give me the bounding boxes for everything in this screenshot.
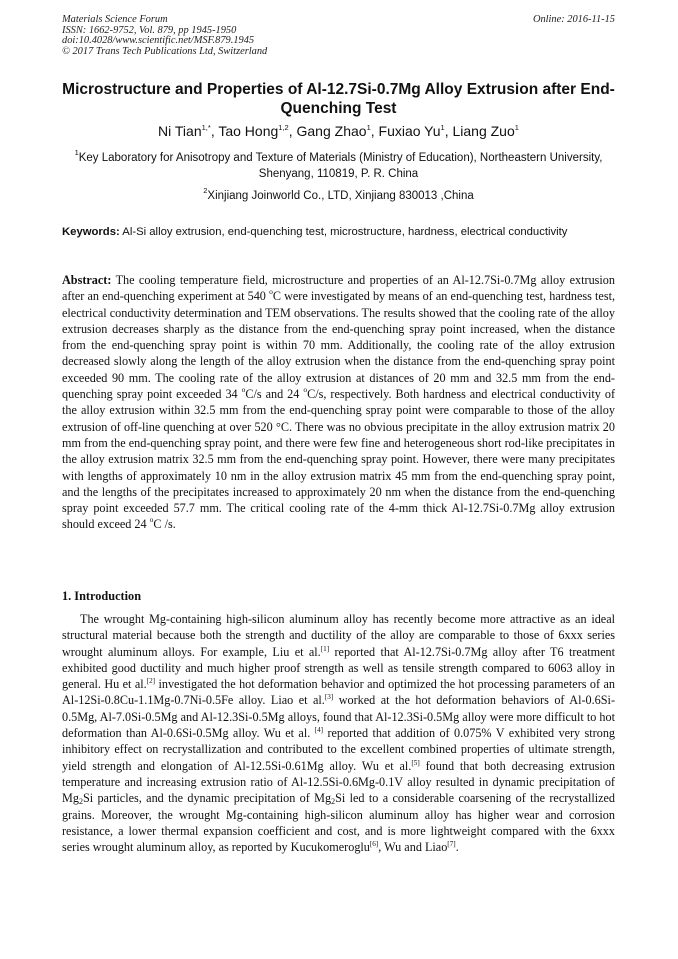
- keywords-block: [62, 224, 615, 240]
- affiliation-text: Xinjiang Joinworld Co., LTD, Xinjiang 830013 ,China: [207, 190, 474, 202]
- author-affiliation-mark: 1: [440, 123, 445, 132]
- degree-mark: o: [303, 385, 308, 395]
- issn-line: ISSN: 1662-9752, Vol. 879, pp 1945-1950: [62, 24, 237, 36]
- affiliation-1: [62, 150, 615, 182]
- citation-4[interactable]: [4]: [314, 726, 324, 735]
- journal-name: Materials Science Forum: [62, 14, 168, 25]
- citation-5[interactable]: [5]: [411, 758, 420, 767]
- author-name: Tao Hong: [218, 123, 279, 139]
- copyright-line: © 2017 Trans Tech Publications Ltd, Switzerland: [62, 45, 268, 57]
- online-date: Online: 2016-11-15: [532, 14, 615, 25]
- citation-2[interactable]: [2]: [146, 677, 156, 686]
- abstract-text: C/s, respectively. Both hardness and electrical conductivity of the alloy extrusion within 32.5 mm from the end-quenching spray point were comparable to those of the alloy extrusion of off-line quenching at over 520 °C. There was no obvious precipitate in the alloy extrusion matrix 20 mm from the end-quenching spray point, and there were few fine and heterogeneous short rod-like precipitates in the alloy extrusion matrix 32.5 mm from the end-quenching spray point. However, there were many precipitates with lengths of approximately 10 nm in the alloy extrusion matrix 45 mm from the end-quenching spray point, and the lengths of the precipitates increased to approximately 20 nm when the distance from the end-quenching spray point exceeded 57.7 mm. The critical cooling rate of the 4-mm thick Al-12.7Si-0.7Mg alloy extrusion should exceed 24: [62, 387, 616, 532]
- keywords-text: Al-Si alloy extrusion, end-quenching test, microstructure, hardness, electrical conductivity: [122, 226, 568, 238]
- author-list: [62, 122, 615, 140]
- intro-text: The wrought Mg-containing high-silicon aluminum alloy has recently become more attractive as an ideal structural material because both the strength and ductility of the alloy are comparable to those of 6xxx series wrought aluminum alloys. For example, Liu et al.: [62, 612, 615, 659]
- author-separator: ,: [288, 123, 297, 139]
- affiliation-text: Key Laboratory for Anisotropy and Texture of Materials (Ministry of Education), Northeastern University, Shenyang, 110819, P. R. China: [78, 152, 603, 180]
- citation-6[interactable]: [6]: [369, 840, 379, 849]
- doi-line[interactable]: doi:10.4028/www.scientific.net/MSF.879.1945: [62, 35, 255, 47]
- journal-header: [62, 15, 615, 57]
- author-separator: ,: [370, 123, 379, 139]
- degree-mark: o: [241, 385, 246, 395]
- intro-text: worked at the hot deformation behaviors of Al-0.6Si-0.5Mg, Al-7.0Si-0.5Mg and Al-12.3Si-0.5Mg alloys, found that Al-12.3Si-0.5Mg alloy were more difficult to hot deformation than Al-0.6Si-0.5Mg alloy. Wu et al.: [62, 693, 615, 741]
- abstract-text: C/s and 24: [245, 387, 300, 402]
- intro-text: Si led to a considerable coarsening of the recrystallized grains. Moreover, the wrought Mg-containing high-silicon aluminum alloy has higher wear and corrosion resistance, a lower thermal expansion coefficient and cost, and is more lightweight compared with the 6xxx series wrought aluminum alloy, as reported by Kucukomeroglu: [62, 791, 616, 855]
- intro-text: Si particles, and the dynamic precipitation of Mg: [82, 791, 332, 806]
- author-name: Liang Zuo: [452, 123, 515, 139]
- citation-3[interactable]: [3]: [324, 693, 334, 702]
- intro-text: , Wu and Liao: [378, 840, 448, 855]
- affiliation-mark: 1: [74, 148, 79, 157]
- citation-7[interactable]: [7]: [447, 840, 456, 849]
- subscript: 2: [331, 797, 336, 807]
- intro-text: reported that Al-12.7Si-0.7Mg alloy after T6 treatment exhibited good ductility and much higher proof strength as well as tensile strength compared to 6063 alloy in general. Hu et al.: [62, 644, 615, 692]
- introduction-paragraph: [62, 611, 615, 855]
- author-affiliation-mark: 1: [366, 123, 371, 132]
- affiliation-mark: 2: [203, 186, 208, 195]
- affiliation-2: [62, 188, 615, 204]
- degree-mark: o: [149, 515, 154, 525]
- section-heading-introduction: 1. Introduction: [62, 589, 142, 603]
- paper-title: Microstructure and Properties of Al-12.7Si-0.7Mg Alloy Extrusion after End-Quenching Test: [62, 81, 615, 117]
- author-separator: ,: [210, 123, 219, 139]
- abstract-label: Abstract:: [62, 273, 112, 287]
- intro-text: reported that addition of 0.075% V exhibited very strong inhibitory effect on recrystallization and contributed to the excellent combined properties of ultimate strength, yield strength and elongation of Al-12.5Si-0.61Mg alloy. Wu et al.: [62, 726, 616, 773]
- author-separator: ,: [444, 123, 453, 139]
- intro-text: .: [455, 840, 459, 855]
- author-affiliation-mark: 1,2: [278, 123, 289, 132]
- intro-text: investigated the hot deformation behavior and optimized the hot processing parameters of an Al-12Si-0.8Cu-1.1Mg-0.7Ni-0.5Fe alloy. Liao et al.: [62, 677, 615, 708]
- author-name: Fuxiao Yu: [378, 123, 441, 139]
- abstract-text: The cooling temperature field, microstructure and properties of an Al-12.7Si-0.7Mg alloy extrusion after an end-quenching experiment at 540: [62, 273, 615, 304]
- author-name: Ni Tian: [158, 123, 202, 139]
- abstract-text: C /s.: [153, 517, 176, 532]
- citation-1[interactable]: [1]: [320, 644, 330, 653]
- intro-text: found that both decreasing extrusion temperature and increasing extrusion ratio of Al-12.5Si-0.6Mg-0.1V alloy resulted in dynamic precipitation of Mg: [62, 758, 615, 806]
- author-affiliation-mark: 1,*: [201, 123, 211, 132]
- subscript: 2: [78, 797, 83, 807]
- author-affiliation-mark: 1: [514, 123, 519, 132]
- author-name: Gang Zhao: [296, 123, 367, 139]
- keywords-label: Keywords:: [62, 226, 120, 238]
- abstract-text: C were investigated by means of an end-quenching test, hardness test, electrical conductivity determination and TEM observations. The results showed that the cooling rate of the alloy extrusion decreases sharply as the distance from the end-quenching spray point increased, when the distance from the end-quenching spray point is within 70 mm. Additionally, the cooling rate of the alloy extrusion decreased slowly along the length of the alloy extrusion when the distance from the end-quenching spray point exceeded 90 mm. The cooling rate of the alloy extrusion at distances of 20 mm and 32.5 mm from the end-quenching spray point exceeded 34: [62, 289, 616, 402]
- abstract-block: [62, 272, 615, 533]
- degree-mark: o: [269, 287, 273, 297]
